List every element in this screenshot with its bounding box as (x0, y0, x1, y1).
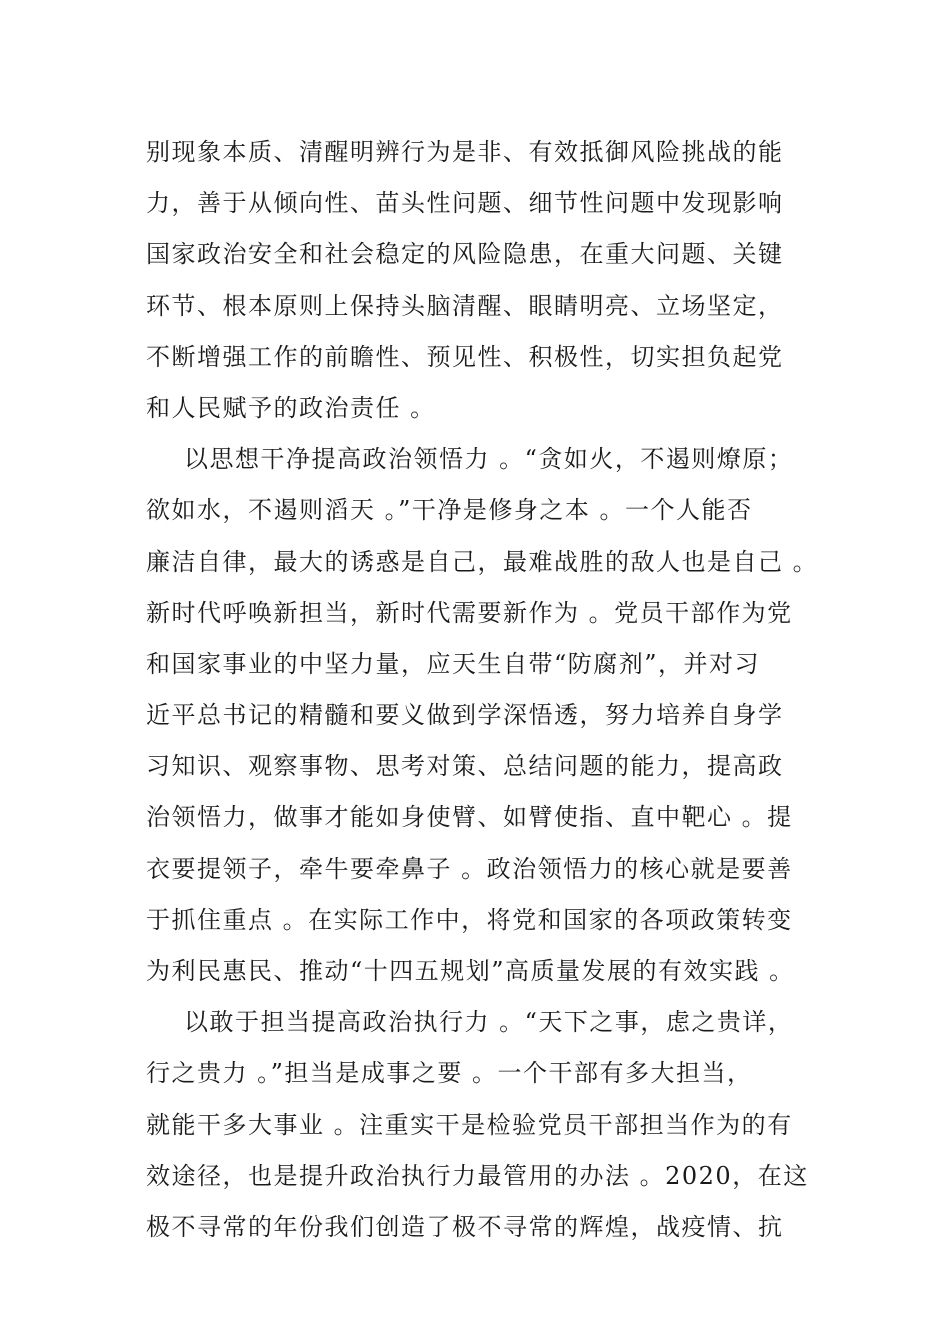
text-line: 别现象本质、清醒明辨行为是非、有效抵御风险挑战的能 (146, 138, 784, 166)
text-line: 为利民惠民、推动“十四五规划”高质量发展的有效实践 。 (146, 957, 795, 985)
text-line: 就能干多大事业 。注重实干是检验党员干部担当作为的有 (146, 1110, 793, 1139)
text-line: 效途径，也是提升政治执行力最管用的办法 。2020，在这 (146, 1161, 809, 1190)
text-line: 治领悟力，做事才能如身使臂、如臂使指、直中靶心 。提 (146, 803, 793, 832)
text-line: 近平总书记的精髓和要义做到学深悟透，努力培养自身学 (146, 701, 784, 730)
text-line: 和国家事业的中坚力量，应天生自带“防腐剂”，并对习 (146, 649, 761, 678)
text-line: 环节、根本原则上保持头脑清醒、眼睛明亮、立场坚定， (146, 291, 784, 320)
paragraph-start-line: 以思想干净提高政治领悟力 。“贪如火，不遏则燎原； (184, 445, 794, 474)
text-line: 不断增强工作的前瞻性、预见性、积极性，切实担负起党 (146, 342, 784, 371)
text-line: 和人民赋予的政治责任 。 (146, 393, 436, 422)
paragraph-start-line: 以敢于担当提高政治执行力 。“天下之事，虑之贵详， (184, 1008, 794, 1037)
text-line: 习知识、观察事物、思考对策、总结问题的能力，提高政 (146, 752, 784, 781)
text-line: 衣要提领子，牵牛要牵鼻子 。政治领悟力的核心就是要善 (146, 854, 793, 883)
text-line: 于抓住重点 。在实际工作中，将党和国家的各项政策转变 (146, 905, 793, 934)
text-line: 新时代呼唤新担当，新时代需要新作为 。党员干部作为党 (146, 598, 793, 627)
text-line: 极不寻常的年份我们创造了极不寻常的辉煌，战疫情、抗 (146, 1212, 784, 1241)
body-text (146, 127, 826, 1253)
text-line: 力，善于从倾向性、苗头性问题、细节性问题中发现影响 (146, 189, 784, 218)
text-line: 廉洁自律，最大的诱惑是自己，最难战胜的敌人也是自己 。 (146, 547, 819, 576)
text-line: 行之贵力 。”担当是成事之要 。一个干部有多大担当， (146, 1059, 753, 1088)
text-line: 欲如水，不遏则滔天 。”干净是修身之本 。一个人能否 (146, 496, 753, 525)
text-line: 国家政治安全和社会稳定的风险隐患，在重大问题、关键 (146, 240, 784, 269)
